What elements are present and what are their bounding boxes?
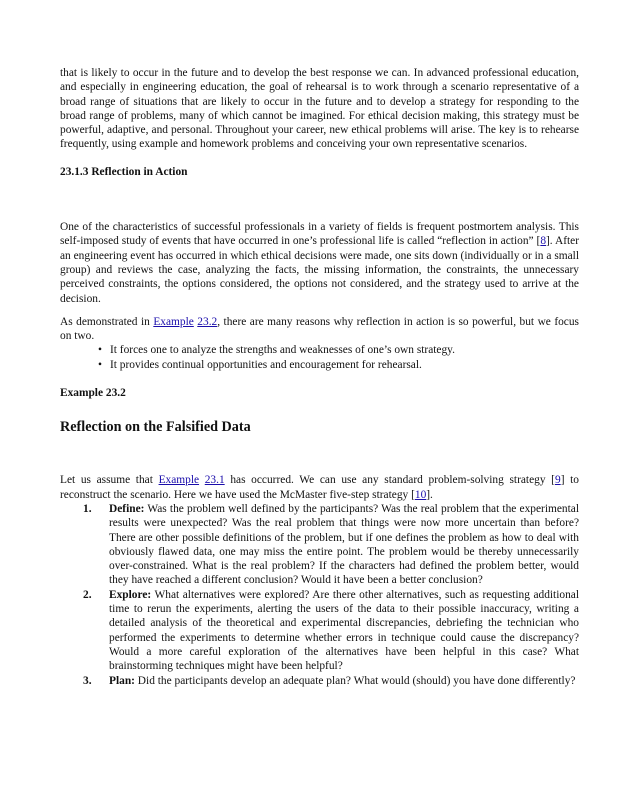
step-term: Explore:: [109, 588, 152, 601]
reference-link-9[interactable]: 9: [554, 474, 561, 487]
reference-link-8[interactable]: 8: [540, 235, 547, 248]
step-text: Did the participants develop an adequate plan? What would (should) you have done differently?: [134, 674, 576, 687]
list-item: • It provides continual opportunities and encouragement for rehearsal.: [98, 358, 579, 372]
step-text: Was the problem well defined by the participants? Was the real problem that the experimental results were unexpected? Was the real problem that things were now more uncertain than before? There are other possible definitions of the problem, but if one defines the problem as how to deal with obviously flawed data, one may miss the entire point. The problem would be thereby unnecessarily over-constrained. What is the real problem? If the characters had defined the problem better, would they have reached a different conclusion? Would it have been a better conclusion?: [109, 502, 579, 587]
step-term: Plan:: [109, 674, 135, 687]
strategy-steps-list: [60, 502, 579, 688]
step-number: 3.: [83, 674, 92, 687]
document-page: [60, 66, 579, 688]
list-item: [60, 588, 579, 674]
example-link-word[interactable]: Example: [158, 474, 200, 487]
section-heading: 23.1.3 Reflection in Action: [60, 165, 188, 178]
list-item: • It forces one to analyze the strengths and weaknesses of one’s own strategy.: [98, 343, 579, 357]
example-link-number[interactable]: 23.1: [204, 474, 225, 487]
example-link-number[interactable]: 23.2: [197, 315, 218, 328]
step-text: What alternatives were explored? Are there other alternatives, such as requesting additional time to rerun the experiments, alerting the users of the data to their possible inaccuracy, writing a detailed analysis of the theoretical and experimental discrepancies, debriefing the technician who performed the experiments to determine whether errors in technique could cause the discrepancy? Would a more careful exploration of the alternatives have been helpful in this case? What brainstorming techniques might have been helpful?: [109, 588, 579, 673]
demonstrated-paragraph: [60, 315, 579, 344]
reflection-text-after: ]. After an engineering event has occurred in which ethical decisions were made, one sits down (individually or in a small group) and reviews the case, analyzing the facts, the missing information, the constraints, the unnecessary perceived constraints, the options considered, the options not considered, and the strategy used to arrive at the decision.: [60, 235, 579, 305]
example-intro-before: Let us assume that: [60, 474, 159, 487]
example-label: Example 23.2: [60, 387, 126, 400]
example-title: Reflection on the Falsified Data: [60, 419, 251, 436]
reflection-paragraph: [60, 220, 579, 306]
list-item: [60, 502, 579, 588]
example-intro-paragraph: [60, 473, 579, 502]
reasons-list: [60, 343, 579, 372]
example-link-word[interactable]: Example: [153, 315, 194, 328]
step-term: Define:: [109, 502, 145, 515]
step-number: 1.: [83, 502, 92, 515]
demonstrated-text-before: As demonstrated in: [60, 315, 154, 328]
example-intro-after: ].: [426, 488, 433, 501]
reflection-text-before: One of the characteristics of successful professionals in a variety of fields is frequent postmortem analysis. This self-imposed study of events that have occurred in one’s professional life is called “reflection in action” [: [60, 221, 579, 248]
step-number: 2.: [83, 588, 92, 601]
example-intro-mid2: ] to reconstruct the scenario. Here we have used the McMaster five-step strategy [: [60, 474, 579, 501]
demonstrated-text-after: , there are many reasons why reflection in action is so powerful, but we focus on two.: [60, 315, 579, 343]
intro-paragraph: that is likely to occur in the future and to develop the best response we can. In advanced professional education, and especially in engineering education, the goal of rehearsal is to work through a scenario representative of a broad range of situations that are likely to occur in the future and to develop a strategy for responding to the broad range of problems, many of which cannot be imagined. For ethical decision making, this strategy must be powerful, adaptive, and personal. Throughout your career, new ethical problems will arise. The key is to rehearse frequently, using example and homework problems and conceiving your own representative scenarios.: [60, 67, 579, 151]
example-intro-mid: has occurred. We can use any standard problem-solving strategy [: [224, 474, 555, 487]
list-item: [60, 674, 579, 688]
reference-link-10[interactable]: 10: [414, 488, 427, 501]
